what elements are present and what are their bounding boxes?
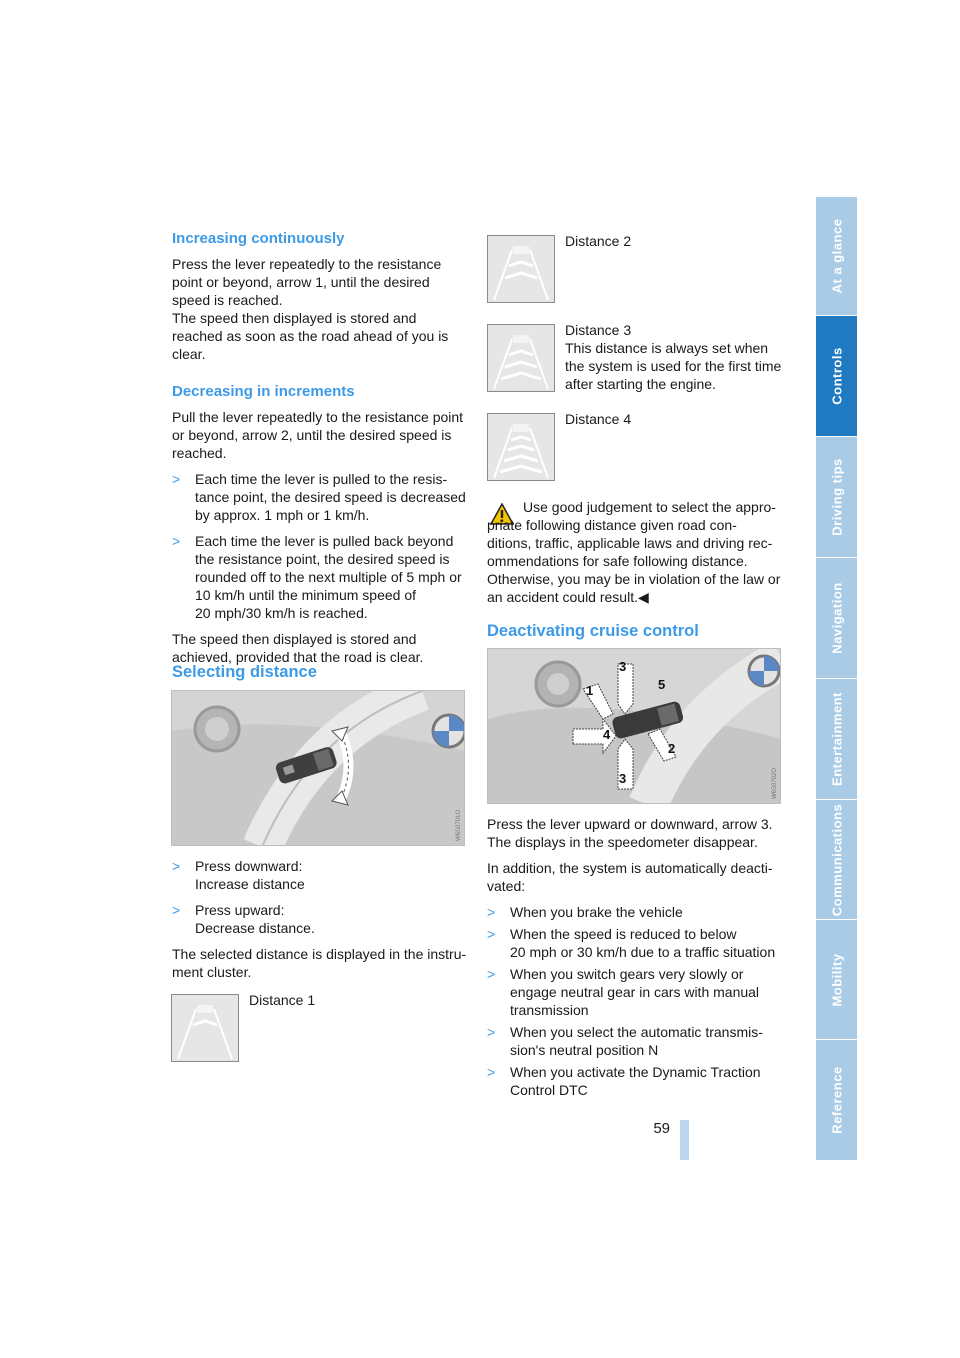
heading-selecting-distance: Selecting distance: [172, 663, 317, 681]
auto-deactivation-text: In addition, the system is automatically deacti- vated:: [487, 860, 773, 894]
list-item: [487, 925, 787, 961]
bullet-marker: >: [172, 471, 181, 487]
distance-3-label: Distance 3: [565, 322, 632, 338]
heading-deactivating: Deactivating cruise control: [487, 622, 699, 640]
cruise-lever-illustration: [488, 649, 781, 804]
bullet-text: Press upward: Decrease distance.: [195, 902, 315, 936]
tab-entertainment[interactable]: [816, 679, 857, 800]
distance-2-icon: [488, 236, 554, 302]
increasing-text: Press the lever repeatedly to the resistance point or beyond, arrow 1, until the desired speed is reached. The speed then displayed is stored and reached as soon as the road ahead of you is clear.: [172, 256, 449, 362]
arrow-label: 1: [586, 683, 594, 698]
arrow-label: 4: [603, 727, 611, 742]
image-code: W6S0702O: [772, 767, 778, 799]
list-item: [487, 1063, 787, 1099]
tab-driving-tips[interactable]: [816, 437, 857, 558]
tab-at-a-glance[interactable]: [816, 197, 857, 316]
bullet-marker: >: [487, 904, 496, 920]
arrow-label: 2: [668, 741, 676, 756]
bullet-marker: >: [487, 1064, 496, 1080]
list-item: [487, 965, 787, 1019]
heading-increasing: Increasing continuously: [172, 230, 345, 247]
tab-reference[interactable]: [816, 1040, 857, 1161]
warning-text: Use good judgement to select the appro- priate following distance given road con- ditions, traffic, applicable laws and driving rec- ommendations for safe following distance. Otherwise, you may be in violation of the law or an accident could result.◀: [487, 499, 781, 605]
distance-2-display: [487, 235, 555, 303]
distance-4-label: Distance 4: [565, 411, 632, 427]
decreasing-after-text: The speed then displayed is stored and achieved, provided that the road is clear.: [172, 631, 424, 665]
tab-navigation[interactable]: [816, 558, 857, 679]
lever-photo-deactivating: [487, 648, 781, 804]
page-number-marker: [680, 1120, 689, 1160]
list-item: [172, 470, 467, 524]
list-item: [172, 857, 467, 893]
tab-communications[interactable]: [816, 800, 857, 920]
bullet-text: Each time the lever is pulled back beyond the resistance point, the desired speed is rounded off to the next multiple of 5 mph or 10 km/h until the minimum speed of 20 mph/30 km/h is reached.: [195, 533, 462, 621]
bullet-marker: >: [487, 926, 496, 942]
arrow-label: 3: [619, 771, 627, 786]
bullet-text: Each time the lever is pulled to the resis- tance point, the desired speed is decreased by approx. 1 mph or 1 km/h.: [195, 471, 466, 523]
bullet-text: When you activate the Dynamic Traction Control DTC: [510, 1064, 761, 1098]
bullet-text: When you select the automatic transmis- sion's neutral position N: [510, 1024, 763, 1058]
bullet-text: When you brake the vehicle: [510, 904, 683, 920]
steering-column-illustration: [172, 691, 465, 846]
deactivating-text-block: [487, 815, 787, 1099]
tab-label: Navigation: [829, 582, 844, 654]
lever-photo-selecting: [171, 690, 465, 846]
bullet-marker: >: [172, 533, 181, 549]
page-number: 59: [653, 1120, 670, 1137]
selecting-distance-list: [172, 857, 467, 981]
arrow-label: 3: [619, 659, 627, 674]
list-item: [487, 1023, 787, 1059]
distance-3-icon: [488, 325, 554, 391]
distance-4-display: [487, 413, 555, 481]
tab-label: Entertainment: [829, 692, 844, 786]
bullet-marker: >: [172, 858, 181, 874]
distance-2-label: Distance 2: [565, 233, 632, 249]
bullet-text: Press downward: Increase distance: [195, 858, 305, 892]
distance-1-icon: [172, 995, 238, 1061]
tab-label: Controls: [829, 347, 844, 405]
left-column: [172, 230, 467, 666]
tab-label: Mobility: [829, 952, 844, 1007]
list-item: [487, 903, 787, 921]
tab-controls[interactable]: [816, 316, 857, 437]
tab-label: Driving tips: [829, 458, 844, 536]
distance-1-label: Distance 1: [249, 992, 316, 1008]
deactivating-text: Press the lever upward or downward, arrow 3. The displays in the speedometer disappear.: [487, 816, 773, 850]
arrow-label: 5: [658, 677, 666, 692]
bullet-text: When the speed is reduced to below 20 mph or 30 km/h due to a traffic situation: [510, 926, 776, 960]
distance-4-icon: [488, 414, 554, 480]
tab-mobility[interactable]: [816, 920, 857, 1040]
distance-1-display: [171, 994, 239, 1062]
heading-decreasing: Decreasing in increments: [172, 383, 355, 400]
bullet-marker: >: [487, 966, 496, 982]
bullet-text: When you switch gears very slowly or engage neutral gear in cars with manual transmission: [510, 966, 760, 1018]
list-item: [172, 901, 467, 937]
distance-3-note: This distance is always set when the system is used for the first time after starting the engine.: [565, 340, 782, 392]
bullet-marker: >: [172, 902, 181, 918]
tab-label: Communications: [829, 803, 844, 916]
tab-label: Reference: [829, 1066, 844, 1134]
list-item: [172, 532, 467, 622]
image-code: W6S0701O: [456, 809, 462, 841]
decreasing-text: Pull the lever repeatedly to the resistance point or beyond, arrow 2, until the desired speed is reached.: [172, 409, 464, 461]
distance-3-display: [487, 324, 555, 392]
tab-label: At a glance: [829, 218, 844, 294]
selecting-after-text: The selected distance is displayed in the instru- ment cluster.: [172, 946, 467, 980]
bullet-marker: >: [487, 1024, 496, 1040]
distance-3-block: [565, 321, 785, 393]
